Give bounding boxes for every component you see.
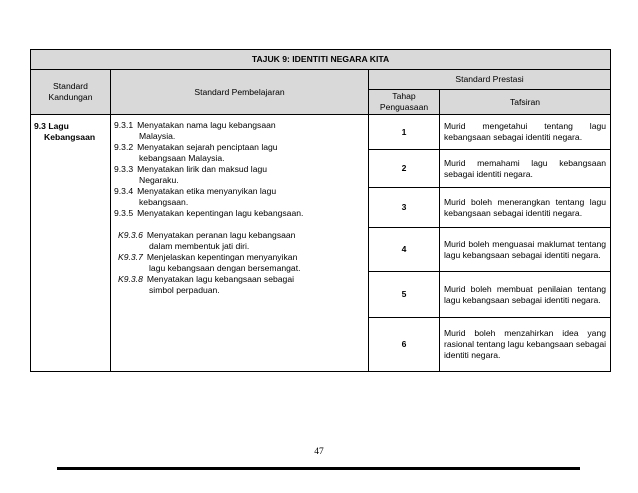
- header-tahap-line2: Penguasaan: [379, 102, 429, 112]
- pembelajaran-item: [114, 164, 364, 175]
- item-text: Menyatakan nama lagu kebangsaan: [137, 120, 276, 130]
- tafsiran-cell: Murid memahami lagu kebangsaan sebagai identiti negara.: [440, 150, 611, 188]
- ki-item: [114, 274, 364, 285]
- kandungan-name: Kebangsaan: [44, 132, 96, 142]
- tafsiran-cell: Murid boleh menguasai maklumat tentang lagu kebangsaan sebagai identiti negara.: [440, 228, 611, 272]
- ki-text-cont: simbol perpaduan.: [149, 285, 220, 295]
- item-text-cont: kebangsaan Malaysia.: [139, 153, 225, 163]
- header-tahap-line1: Tahap: [392, 91, 416, 101]
- tahap-cell: 5: [369, 272, 440, 318]
- header-kandungan-line1: Standard: [53, 81, 88, 91]
- pembelajaran-item: [114, 186, 364, 197]
- header-standard-kandungan: [31, 70, 111, 115]
- standard-pembelajaran-cell: [111, 115, 369, 372]
- item-text: Menyatakan lirik dan maksud lagu: [137, 164, 268, 174]
- ki-text-cont: dalam membentuk jati diri.: [149, 241, 250, 251]
- pembelajaran-item: [114, 208, 364, 219]
- standard-kandungan-cell: [31, 115, 111, 372]
- table-title: TAJUK 9: IDENTITI NEGARA KITA: [31, 50, 611, 70]
- ki-text-cont: lagu kebangsaan dengan bersemangat.: [149, 263, 301, 273]
- tahap-cell: 2: [369, 150, 440, 188]
- item-code: 9.3.1: [114, 120, 134, 130]
- item-code: 9.3.3: [114, 164, 134, 174]
- item-text: Menyatakan sejarah penciptaan lagu: [137, 142, 278, 152]
- header-kandungan-line2: Kandungan: [48, 92, 93, 102]
- header-standard-pembelajaran: Standard Pembelajaran: [111, 70, 369, 115]
- header-tahap-penguasaan: [369, 90, 440, 115]
- item-code: 9.3.4: [114, 186, 134, 196]
- item-text: Menyatakan kepentingan lagu kebangsaan.: [137, 208, 304, 218]
- ki-item: [114, 230, 364, 241]
- kandungan-code: 9.3 Lagu: [34, 121, 69, 131]
- item-text-cont: kebangsaan.: [139, 197, 189, 207]
- ki-code: K9.3.6: [118, 230, 143, 240]
- item-text-cont: Malaysia.: [139, 131, 176, 141]
- ki-text: Menjelaskan kepentingan menyanyikan: [146, 252, 298, 262]
- item-code: 9.3.2: [114, 142, 134, 152]
- pembelajaran-item: [114, 142, 364, 153]
- ki-item: [114, 252, 364, 263]
- ki-code: K9.3.8: [118, 274, 143, 284]
- tahap-cell: 3: [369, 188, 440, 228]
- tahap-cell: 1: [369, 115, 440, 150]
- tahap-cell: 6: [369, 318, 440, 372]
- item-text-cont: Negaraku.: [139, 175, 179, 185]
- tafsiran-cell: Murid boleh menerangkan tentang lagu kebangsaan sebagai identiti negara.: [440, 188, 611, 228]
- page-number: 47: [314, 447, 324, 457]
- tafsiran-cell: Murid mengetahui tentang lagu kebangsaan sebagai identiti negara.: [440, 115, 611, 150]
- header-standard-prestasi: Standard Prestasi: [369, 70, 611, 90]
- standard-table: [30, 49, 611, 372]
- ki-code: K9.3.7: [118, 252, 143, 262]
- pembelajaran-item: [114, 120, 364, 131]
- tahap-cell: 4: [369, 228, 440, 272]
- item-code: 9.3.5: [114, 208, 134, 218]
- header-tafsiran: Tafsiran: [440, 90, 611, 115]
- footer-rule: [57, 467, 580, 470]
- ki-text: Menyatakan lagu kebangsaan sebagai: [146, 274, 295, 284]
- ki-text: Menyatakan peranan lagu kebangsaan: [146, 230, 296, 240]
- tafsiran-cell: Murid boleh membuat penilaian tentang lagu kebangsaan sebagai identiti negara.: [440, 272, 611, 318]
- tafsiran-cell: Murid boleh menzahirkan idea yang rasional tentang lagu kebangsaan sebagai identiti negara.: [440, 318, 611, 372]
- item-text: Menyatakan etika menyanyikan lagu: [137, 186, 277, 196]
